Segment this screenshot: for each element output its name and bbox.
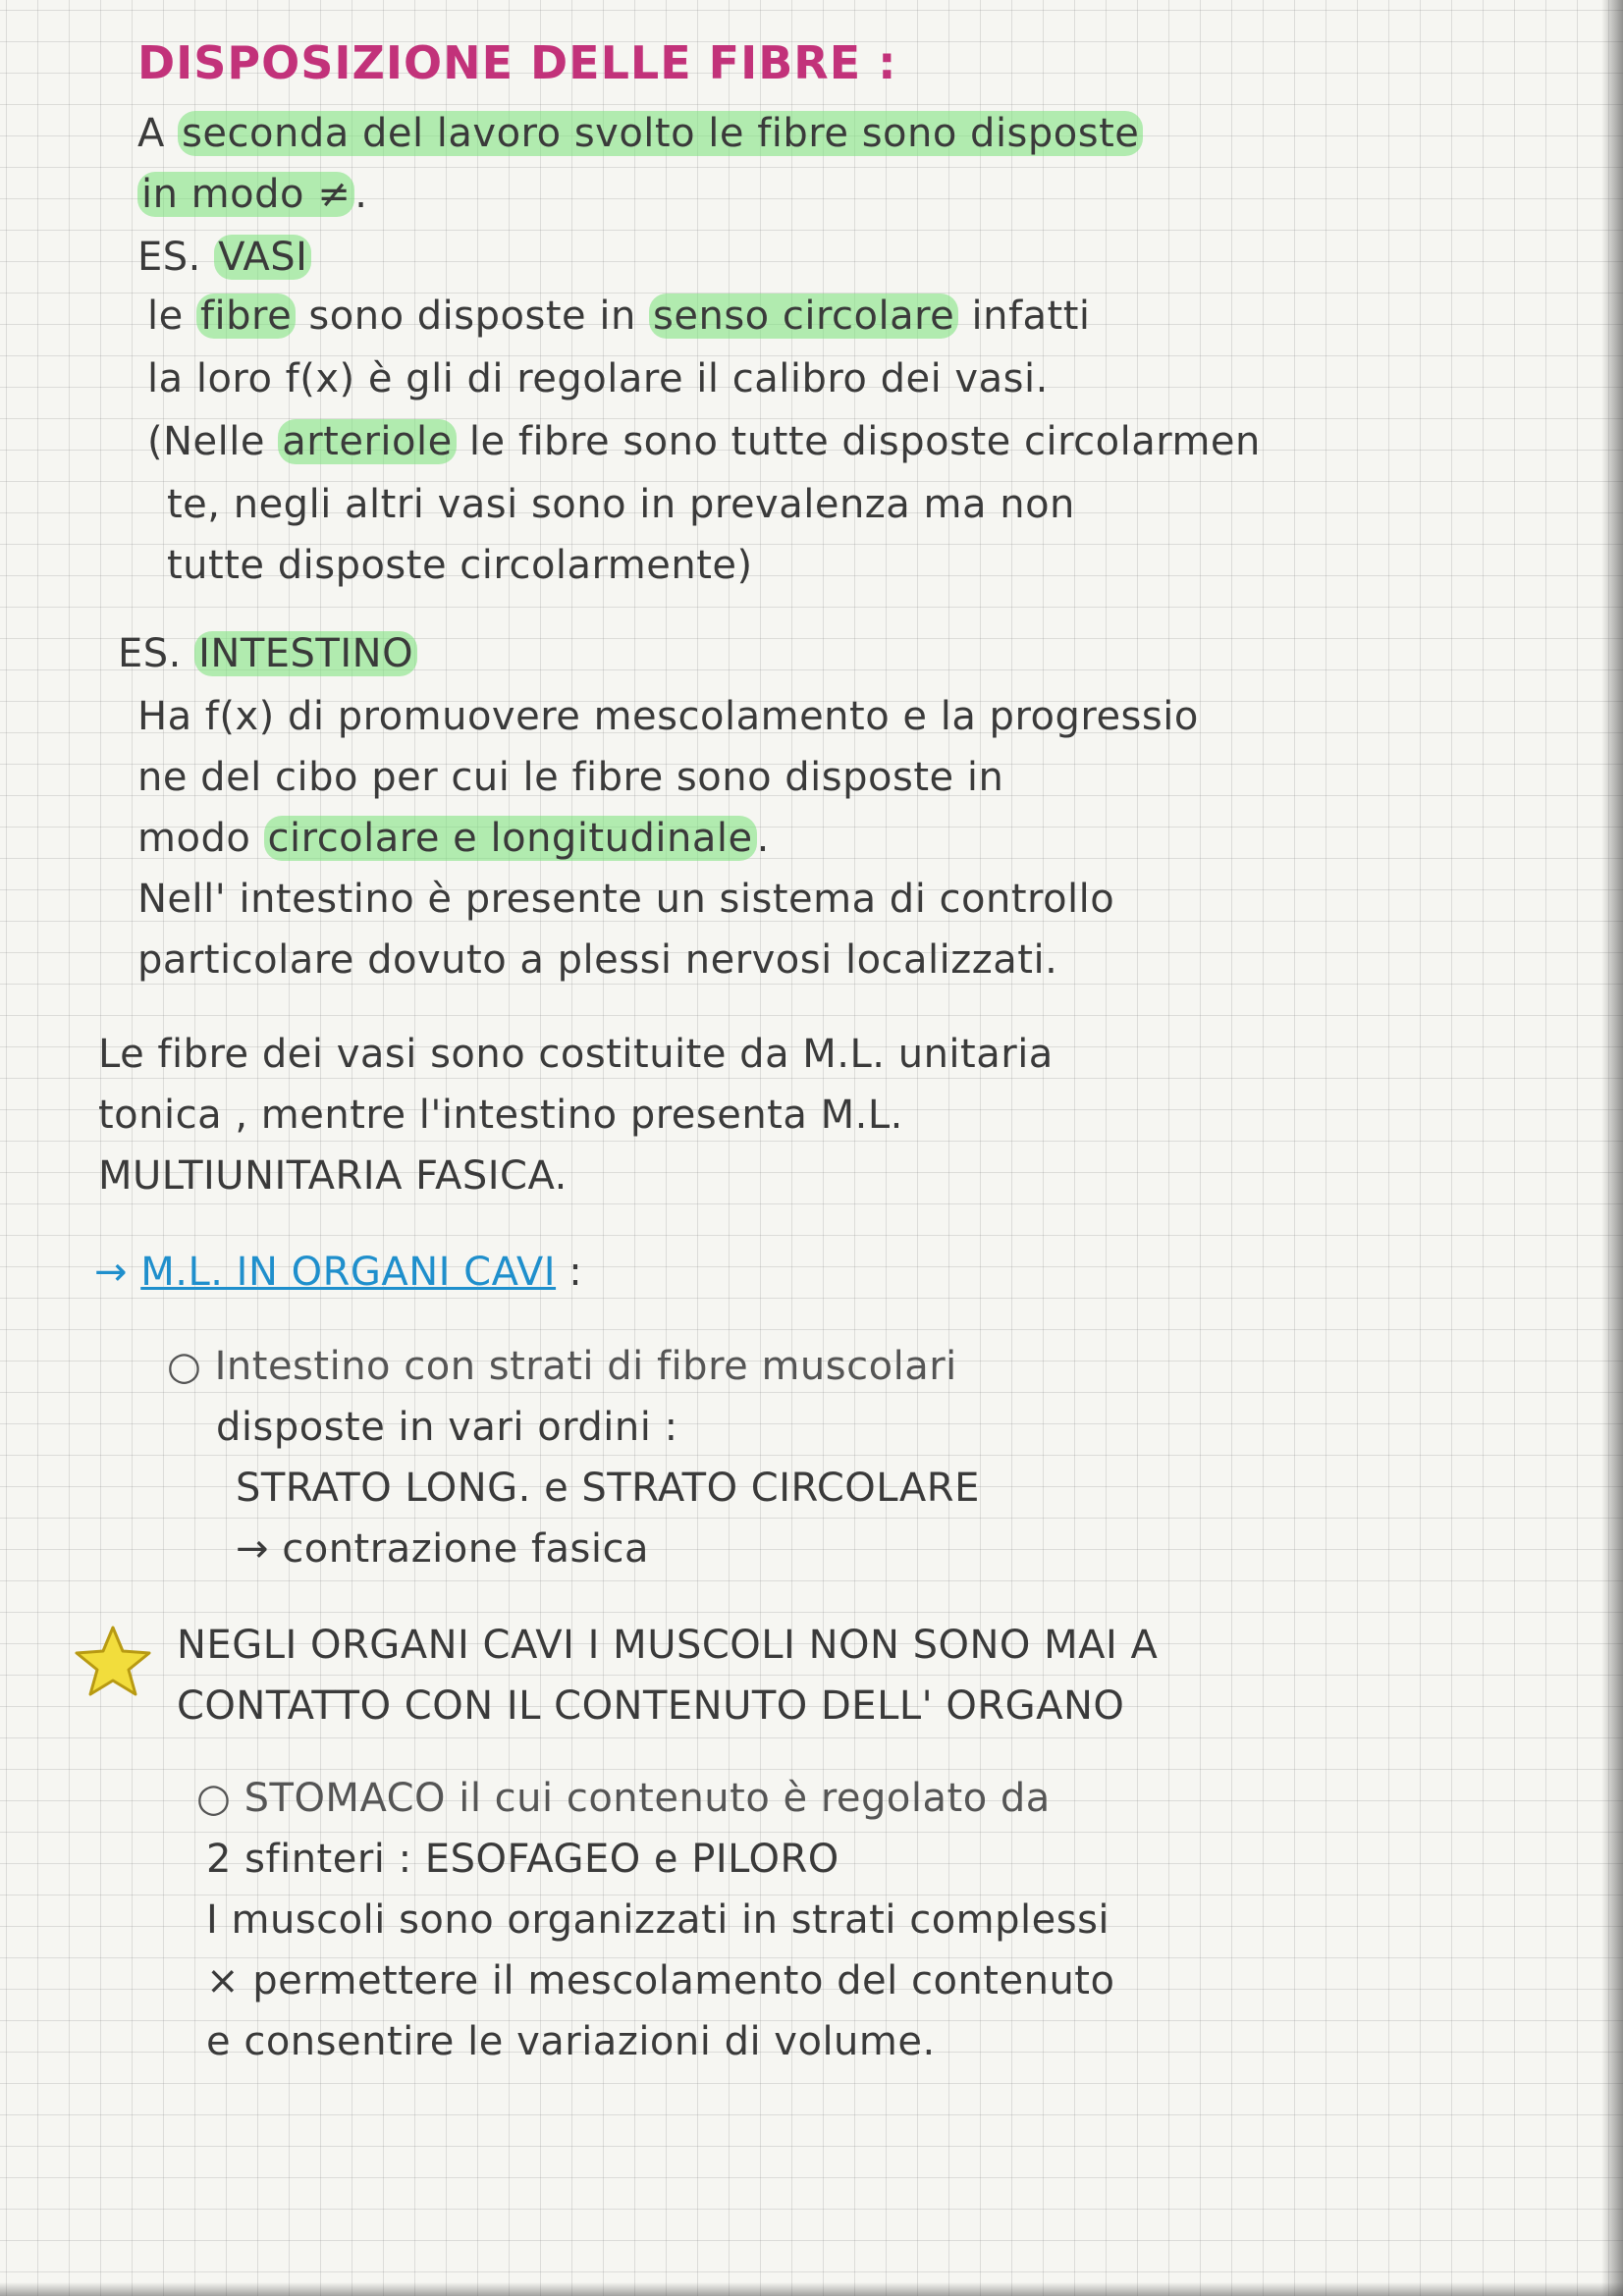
vasi-line-2: la loro f(x) è gli di regolare il calibro dei vasi. <box>147 356 1049 401</box>
vasi-text: infatti <box>958 294 1091 339</box>
intestino-highlight: circolare e longitudinale <box>264 816 757 861</box>
intestino-line-4: Nell' intestino è presente un sistema di controllo <box>137 877 1115 922</box>
arrow-right-icon: → <box>94 1250 129 1295</box>
bullet-intestino-line-3: STRATO LONG. e STRATO CIRCOLARE <box>236 1466 980 1511</box>
bullet-intestino-line-1: ○ Intestino con strati di fibre muscolari <box>167 1344 957 1389</box>
example-topic: INTESTINO <box>194 631 417 676</box>
vasi-line-1 <box>147 291 1091 342</box>
intro-line-2 <box>137 169 367 220</box>
vasi-line-4: te, negli altri vasi sono in prevalenza ma non <box>167 482 1075 527</box>
title-text: DISPOSIZIONE DELLE FIBRE : <box>137 36 897 89</box>
intestino-line-5: particolare dovuto a plessi nervosi localizzati. <box>137 937 1058 983</box>
example-topic: VASI <box>214 235 311 280</box>
bullet-intestino-line-2: disposte in vari ordini : <box>216 1405 678 1450</box>
page-title <box>137 37 897 88</box>
vasi-line-5: tutte disposte circolarmente) <box>167 543 753 588</box>
vasi-text: (Nelle <box>147 419 279 464</box>
example-label: ES. <box>137 235 215 280</box>
example-label: ES. <box>118 631 195 676</box>
intestino-line-2: ne del cibo per cui le fibre sono disposte in <box>137 755 1004 800</box>
intestino-text: . <box>756 816 770 861</box>
important-line-2: CONTATTO CON IL CONTENUTO DELL' ORGANO <box>177 1683 1125 1729</box>
important-line-1: NEGLI ORGANI CAVI I MUSCOLI NON SONO MAI A <box>177 1623 1159 1668</box>
example-vasi-heading <box>137 232 311 283</box>
vasi-text: sono disposte in <box>296 294 650 339</box>
bullet-stomaco-line-1: ○ STOMACO il cui contenuto è regolato da <box>196 1776 1051 1821</box>
example-intestino-heading <box>118 628 417 679</box>
bullet-stomaco-line-3: I muscoli sono organizzati in strati complessi <box>206 1897 1110 1943</box>
fibre-line-1: Le fibre dei vasi sono costituite da M.L. unitaria <box>98 1032 1054 1077</box>
intro-highlight-2: in modo ≠ <box>137 172 354 217</box>
intestino-line-1: Ha f(x) di promuovere mescolamento e la progressio <box>137 694 1199 739</box>
organi-cavi-heading <box>94 1247 582 1298</box>
star-icon <box>73 1625 153 1697</box>
bullet-intestino-line-4: → contrazione fasica <box>236 1526 649 1572</box>
bullet-stomaco-line-2: 2 sfinteri : ESOFAGEO e PILORO <box>206 1837 839 1882</box>
intro-line-1 <box>137 108 1143 159</box>
fibre-line-2: tonica , mentre l'intestino presenta M.L. <box>98 1093 903 1138</box>
intestino-text: modo <box>137 816 264 861</box>
vasi-highlight-fibre: fibre <box>196 294 296 339</box>
vasi-highlight-arteriole: arteriole <box>278 419 457 464</box>
vasi-highlight-circolare: senso circolare <box>649 294 958 339</box>
bullet-stomaco-line-5: e consentire le variazioni di volume. <box>206 2019 936 2064</box>
organi-cavi-title: M.L. IN ORGANI CAVI <box>140 1250 557 1295</box>
fibre-line-3: MULTIUNITARIA FASICA. <box>98 1153 568 1199</box>
vasi-line-3 <box>147 416 1261 467</box>
vasi-text: le <box>147 294 196 339</box>
page-edge-shadow <box>0 2282 1623 2296</box>
intro-text: A <box>137 111 179 156</box>
intro-end: . <box>354 172 368 217</box>
bullet-stomaco-line-4: × permettere il mescolamento del contenuto <box>206 1958 1115 2003</box>
page-edge-shadow <box>1601 0 1623 2296</box>
intestino-line-3 <box>137 813 770 864</box>
heading-colon: : <box>556 1250 583 1295</box>
vasi-text: le fibre sono tutte disposte circolarmen <box>456 419 1261 464</box>
intro-highlight-1: seconda del lavoro svolto le fibre sono disposte <box>178 111 1143 156</box>
